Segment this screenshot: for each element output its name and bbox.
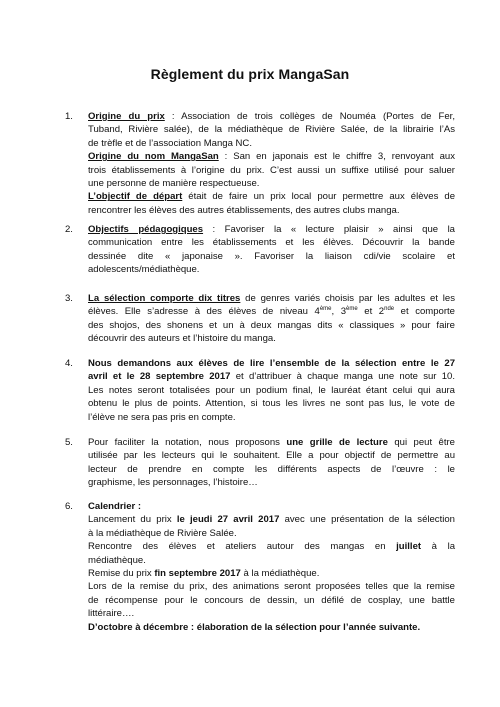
text-line: Rencontre des élèves et ateliers autour des mangas en juillet à la <box>88 541 455 553</box>
heading-objectif-de-depart: L’objectif de départ <box>88 191 183 203</box>
section-number: 2. <box>65 224 73 235</box>
text-line: des shojos, des shonens et un à deux mangas dits « classiques » pour faire <box>88 319 455 331</box>
page-title: Règlement du prix MangaSan <box>150 66 350 82</box>
text-line: de récompense pour le concours de dessin, un défilé de cosplay, une battle <box>88 594 455 606</box>
text-line: Origine du prix : Association de trois collèges de Nouméa (Portes de Fer, <box>88 111 455 122</box>
text-line: Objectifs pédagogiques : Favoriser la « lecture plaisir » ainsi que la <box>88 224 455 235</box>
text-line: adolescents/médiathèque. <box>88 264 200 276</box>
text-line: rencontrer les élèves des autres établissements, des autres clubs manga. <box>88 204 400 216</box>
heading-origine-du-nom: Origine du nom MangaSan <box>88 151 219 163</box>
section-body <box>88 223 455 277</box>
text-line: avril et le 28 septembre 2017 et d’attribuer à chaque manga une note sur 10. <box>88 371 455 383</box>
section-number: 1. <box>65 111 73 122</box>
section-body <box>88 500 455 634</box>
heading-selection: La sélection comporte dix titres <box>88 293 241 304</box>
text-line: à la médiathèque de Rivière Salée. <box>88 527 237 539</box>
heading-calendrier: Calendrier : <box>88 501 142 512</box>
text-line: trois établissements à l’origine du prix. C’est aussi un suffixe utilisé pour saluer <box>88 164 455 176</box>
text-line: une personne de manière respectueuse. <box>88 178 260 190</box>
text-line: découvrir des auteurs et l’histoire du manga. <box>88 333 276 345</box>
text-line: Les notes seront totalisées pour un podium final, le lauréat étant celui qui aura <box>88 384 455 396</box>
text-line: de trèfle et de l’association Manga NC. <box>88 137 252 149</box>
section-body <box>88 110 455 217</box>
section-body <box>88 357 455 424</box>
text-line: D’octobre à décembre : élaboration de la sélection pour l’année suivante. <box>88 621 421 633</box>
heading-objectifs-pedagogiques: Objectifs pédagogiques <box>88 224 204 235</box>
heading-origine-du-prix: Origine du prix <box>88 111 165 122</box>
text-line: médiathèque. <box>88 554 146 566</box>
text-line: l’élève ne sera pas pris en compte. <box>88 411 236 423</box>
text-line: Origine du nom MangaSan : San en japonais est le chiffre 3, renvoyant aux <box>88 151 455 163</box>
text-line: Tuband, Rivière salée), de la médiathèque de Rivière Salée, de la librairie l’As <box>88 124 455 136</box>
text-line: Pour faciliter la notation, nous proposons une grille de lecture qui peut être <box>88 437 455 448</box>
section-number: 6. <box>65 501 73 512</box>
section-number: 3. <box>65 293 73 304</box>
text-line: La sélection comporte dix titres de genres variés choisis par les adultes et les <box>88 293 455 304</box>
section-number: 5. <box>65 437 73 448</box>
text-line: obtenu le plus de points. Attention, si tous les livres ne sont pas lus, le vote de <box>88 398 455 410</box>
section-body <box>88 292 455 346</box>
text-line: Remise du prix fin septembre 2017 à la médiathèque. <box>88 568 320 580</box>
text-line: lecteur de prendre en compte les différents aspects de l’œuvre : le <box>88 463 455 475</box>
text-line: communication entre les établissements et les élèves. Découvrir la bande <box>88 237 455 249</box>
text-line: Lors de la remise du prix, des animations seront proposées telles que la remise <box>88 581 455 593</box>
section-number: 4. <box>65 358 73 369</box>
text-line: Nous demandons aux élèves de lire l’ensemble de la sélection entre le 27 <box>88 358 455 369</box>
text-line: graphisme, les personnages, l’histoire… <box>88 477 258 489</box>
text-line: L’objectif de départ était de faire un prix local pour permettre aux élèves de <box>88 191 455 203</box>
text-line: littéraire…. <box>88 608 135 620</box>
text-line: dessinée dite « japonaise ». Favoriser la liaison cdi/vie scolaire et <box>88 250 455 262</box>
text-line: élèves. Elle s’adresse à des élèves de niveau 4ème, 3ème et 2nde et comporte <box>88 306 455 318</box>
text-line: Lancement du prix le jeudi 27 avril 2017 avec une présentation de la sélection <box>88 514 455 526</box>
text-line: utilisée par les lecteurs qui le souhaitent. Elle a pour objectif de permettre au <box>88 450 455 462</box>
text-line <box>88 500 455 513</box>
section-body <box>88 436 455 490</box>
